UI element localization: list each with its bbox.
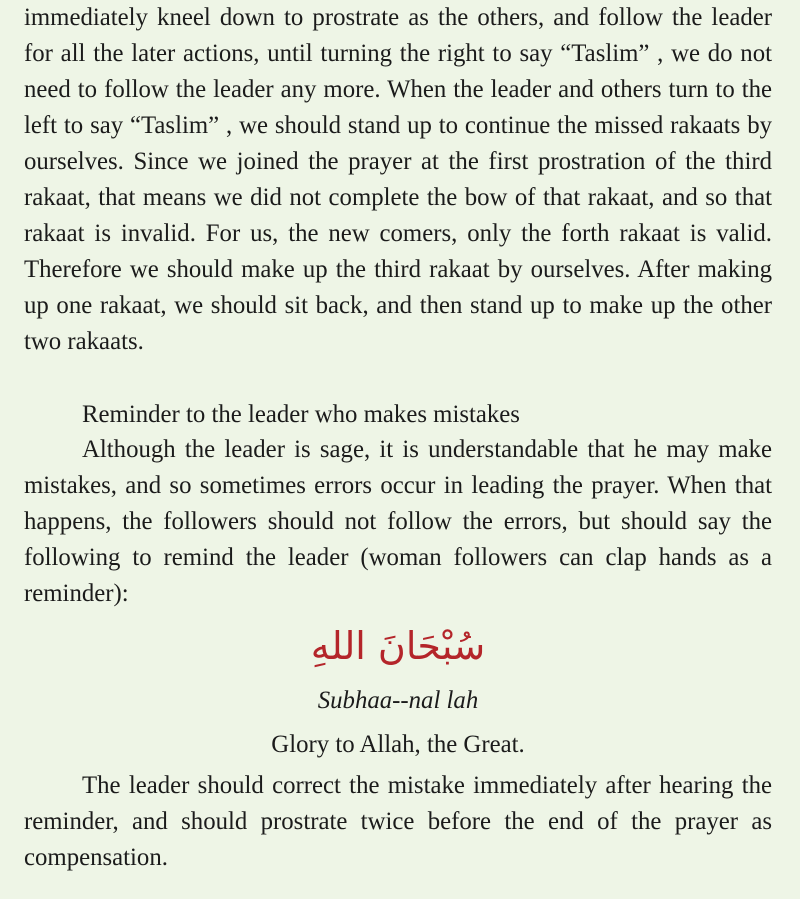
section-heading: Reminder to the leader who makes mistakes <box>82 401 520 428</box>
translation: Glory to Allah, the Great. <box>271 731 525 758</box>
arabic-phrase: سُبْحَانَ اللهِ <box>310 624 486 668</box>
body-paragraph-2: Although the leader is sage, it is understandable that he may make mistakes, and so sometimes errors occur in leading the prayer. When that happens, the followers should not follow the errors, but should say the following to remind the leader (woman followers can clap hands as a reminder): <box>24 436 772 607</box>
body-paragraph-3: The leader should correct the mistake immediately after hearing the reminder, and should prostrate twice before the end of the prayer as compensation. <box>24 772 772 871</box>
transliteration: Subhaa--nal lah <box>317 687 479 714</box>
document-page <box>24 0 772 899</box>
body-paragraph-1: immediately kneel down to prostrate as the others, and follow the leader for all the later actions, until turning the right to say “Taslim” , we do not need to follow the leader any more. When the leader and others turn to the left to say “Taslim” , we should stand up to continue the missed rakaats by ourselves. Since we joined the prayer at the first prostration of the third rakaat, that means we did not complete the bow of that rakaat, and so that rakaat is invalid. For us, the new comers, only the forth rakaat is valid. Therefore we should make up the third rakaat by ourselves. After making up one rakaat, we should sit back, and then stand up to make up the other two rakaats. <box>24 4 772 355</box>
